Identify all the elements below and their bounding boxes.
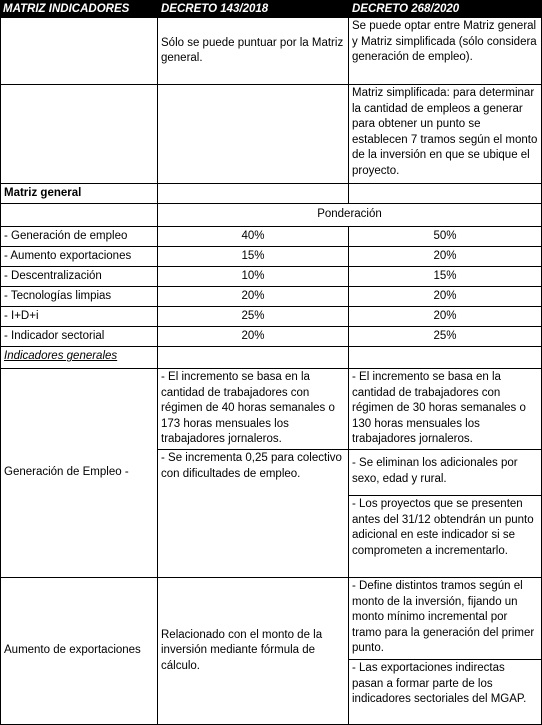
header-col-2020: DECRETO 268/2020 bbox=[349, 0, 542, 18]
weight-2018: 40% bbox=[158, 227, 349, 247]
intro-2018-text: Sólo se puede puntuar por la Matriz general. bbox=[161, 36, 344, 64]
exportaciones-label-cell bbox=[0, 578, 158, 725]
weight-2018: 15% bbox=[158, 247, 349, 267]
exportaciones-2020-item-1: - Define distintos tramos según el monto de la inversión, fijando un monto mínimo incremental por tramo para la generación del primer punto. bbox=[352, 580, 535, 654]
weight-2020: 25% bbox=[349, 327, 542, 347]
matriz-general-blank-2018 bbox=[158, 184, 349, 204]
indicadores-generales-label: Indicadores generales bbox=[4, 350, 118, 363]
weight-indicador: - I+D+i bbox=[0, 307, 158, 327]
exportaciones-2020-cell bbox=[349, 578, 542, 725]
exportaciones-2018-cell bbox=[158, 578, 349, 725]
empleo-2020-item-1: - El incremento se basa en la cantidad de trabajadores con régimen de 30 horas semanales o 130 horas mensuales los trabajadores jornaleros. bbox=[352, 371, 526, 445]
matriz-general-label: Matriz general bbox=[4, 186, 82, 199]
weight-2018: 20% bbox=[158, 327, 349, 347]
weight-2018: 10% bbox=[158, 267, 349, 287]
empleo-2020-item-3: - Los proyectos que se presenten antes del 31/12 obtendrán un punto adicional en este indicador si se comprometen a incrementarlo. bbox=[349, 495, 541, 578]
header-col-indicadores: MATRIZ INDICADORES bbox=[0, 0, 158, 18]
ponderacion-blank bbox=[0, 204, 158, 227]
ponderacion-label: Ponderación bbox=[317, 208, 382, 221]
weight-2020: 20% bbox=[349, 307, 542, 327]
empleo-2020-cell bbox=[349, 369, 542, 578]
empleo-2020-item-2: - Se eliminan los adicionales por sexo, edad y rural. bbox=[349, 449, 541, 495]
intro-row1-2020: Se puede optar entre Matriz general y Matriz simplificada (sólo considera generación de empleo). bbox=[349, 18, 542, 85]
indicadores-generales-blank-2018 bbox=[158, 346, 349, 369]
intro-row2-2020: Matriz simplificada: para determinar la cantidad de empleos a generar para obtener un punto se establecen 7 tramos según el monto de la inversión en que se ubique el proyecto. bbox=[349, 85, 542, 184]
indicadores-generales-blank-2020 bbox=[349, 346, 542, 369]
matriz-general-blank-2020 bbox=[349, 184, 542, 204]
intro-row2-2018 bbox=[158, 85, 349, 184]
weight-2018: 20% bbox=[158, 287, 349, 307]
matriz-general-heading bbox=[0, 184, 158, 204]
weight-indicador: - Aumento exportaciones bbox=[0, 247, 158, 267]
weight-indicador: - Generación de empleo bbox=[0, 227, 158, 247]
intro-row2-indicador bbox=[0, 85, 158, 184]
weight-2020: 15% bbox=[349, 267, 542, 287]
ponderacion-heading bbox=[158, 204, 542, 227]
empleo-label-cell bbox=[0, 369, 158, 578]
weight-indicador: - Tecnologías limpias bbox=[0, 287, 158, 307]
weight-2020: 20% bbox=[349, 287, 542, 307]
weight-indicador: - Descentralización bbox=[0, 267, 158, 287]
weight-2018: 25% bbox=[158, 307, 349, 327]
weight-indicador: - Indicador sectorial bbox=[0, 327, 158, 347]
intro-row1-2018 bbox=[158, 18, 349, 85]
exportaciones-2018-text: Relacionado con el monto de la inversión mediante fórmula de cálculo. bbox=[161, 628, 323, 672]
indicadores-generales-heading bbox=[0, 346, 158, 369]
exportaciones-label: Aumento de exportaciones bbox=[4, 644, 141, 657]
header-col-2018: DECRETO 143/2018 bbox=[158, 0, 349, 18]
exportaciones-2020-item-2: - Las exportaciones indirectas pasan a formar parte de los indicadores sectoriales del MGAP. bbox=[349, 659, 541, 725]
weight-2020: 50% bbox=[349, 227, 542, 247]
weight-2020: 20% bbox=[349, 247, 542, 267]
empleo-2018-item-2: - Se incrementa 0,25 para colectivo con dificultades de empleo. bbox=[158, 449, 348, 497]
empleo-2018-cell bbox=[158, 369, 349, 578]
empleo-label: Generación de Empleo - bbox=[4, 466, 129, 479]
intro-row1-indicador bbox=[0, 18, 158, 85]
empleo-2018-item-1: - El incremento se basa en la cantidad de trabajadores con régimen de 40 horas semanales o 173 horas mensuales los trabajadores jornaleros. bbox=[161, 371, 335, 445]
